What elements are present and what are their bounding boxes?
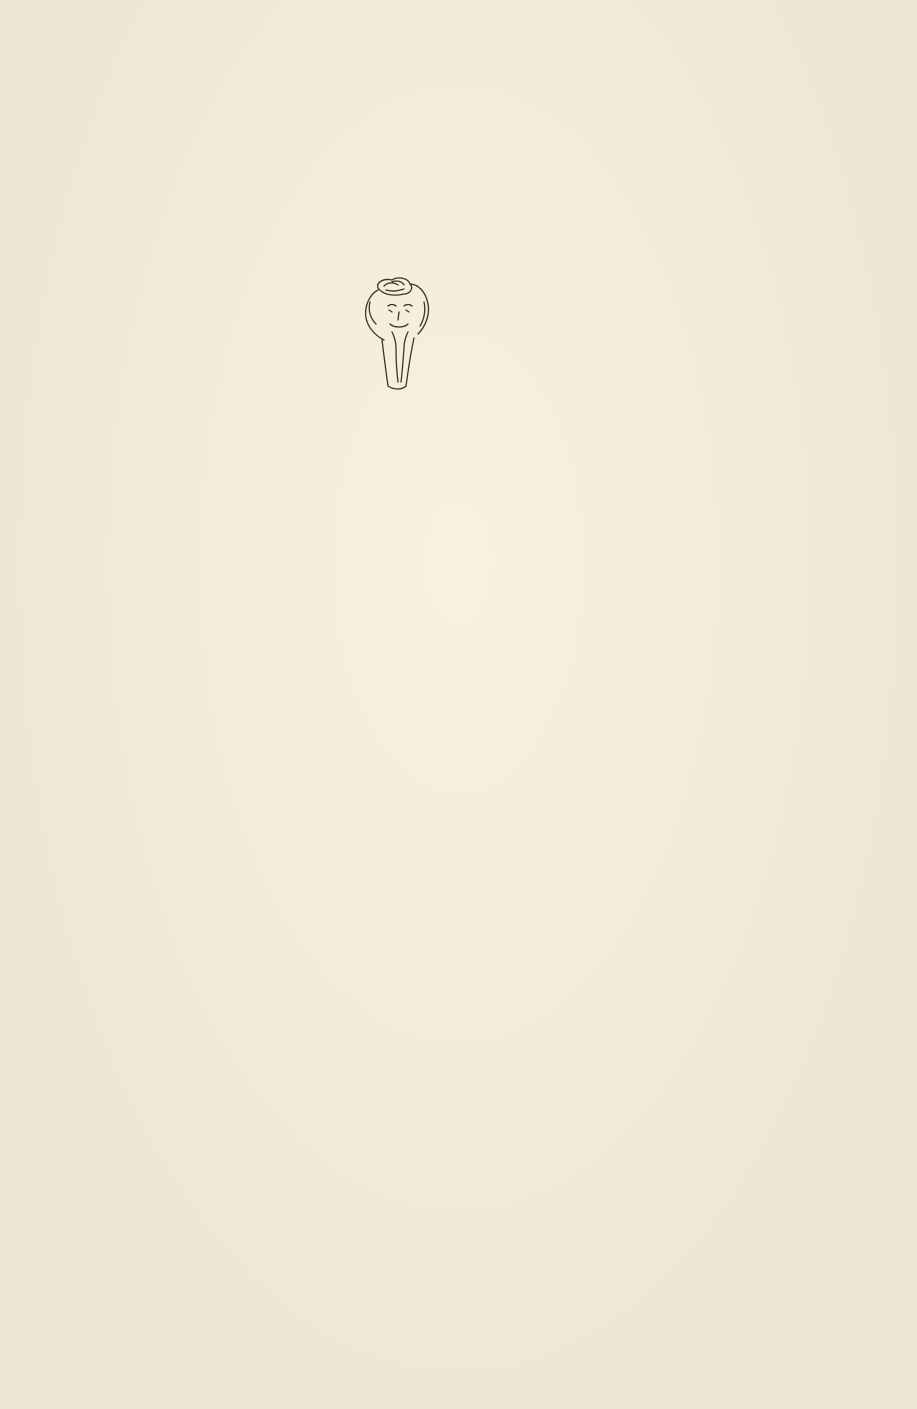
running-head [88,78,738,104]
baubo-figure-icon [348,276,444,396]
